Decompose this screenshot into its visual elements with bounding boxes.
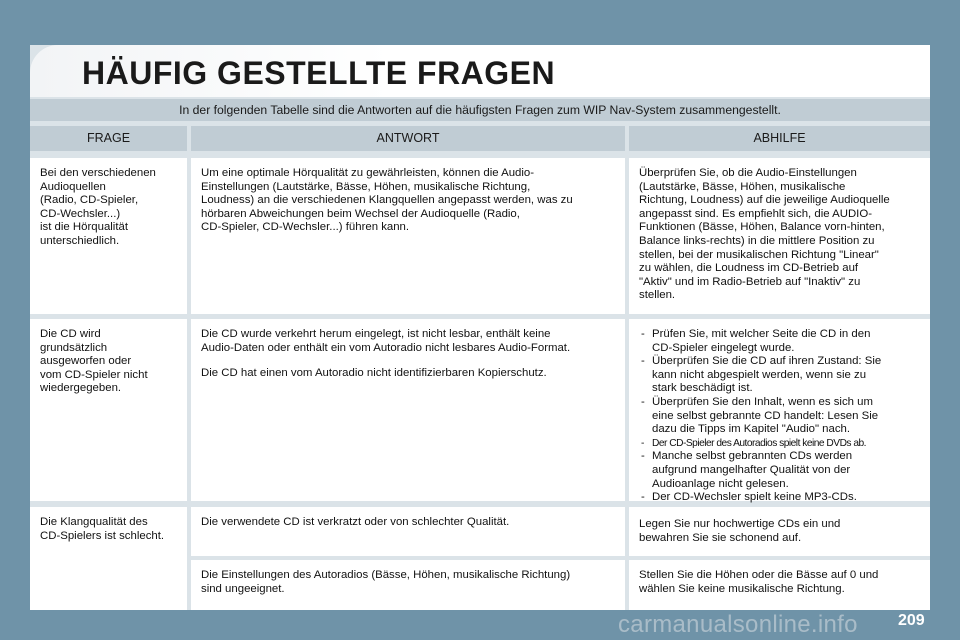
row3-frage-cell [30,507,187,610]
header-abhilfe: ABHILFE [629,126,930,151]
row1-frage-cell [30,158,187,314]
row3b-antwort: Die Einstellungen des Autoradios (Bässe, Höhen, musikalische Richtung) sind ungeeignet. [201,569,571,595]
header-frage: FRAGE [30,126,187,151]
row2-frage: Die CD wird grundsätzlich ausgeworfen oder vom CD-Spieler nicht wiedergegeben. [40,328,148,395]
intro-text: In der folgenden Tabelle sind die Antworten auf die häufigsten Fragen zum WIP Nav-System zusammengestellt. [30,99,930,121]
row3-frage: Die Klangqualität des CD-Spielers ist schlecht. [40,516,165,542]
row1-antwort-cell [191,158,625,314]
watermark: carmanualsonline.info [618,611,858,638]
row1-abhilfe: Überprüfen Sie, ob die Audio-Einstellungen (Lautstärke, Bässe, Höhen, musikalische Richtung, Loudness) auf die jeweilige Audioquelle angepasst sind. Es empfiehlt sich, die AUDIO- Funktionen (Bässe, Höhen, Balance vorn-hinten, Balance links-rechts) in die mittlere Position zu stellen, bei der musikalischen Richtung "Linear" zu wählen, die Loudness im CD-Betrieb auf "Aktiv" und im Radio-Betrieb auf "Inaktiv" zu stellen. [639,167,890,302]
list-item: - Der CD-Spieler des Autoradios spielt keine DVDs ab. [639,437,921,451]
row2-antwort-paragraph-1: Die CD wurde verkehrt herum eingelegt, ist nicht lesbar, enthält keine Audio-Daten oder enthält ein vom Autoradio nicht lesbares Audio-Format. [201,328,571,354]
header-antwort: ANTWORT [191,126,625,151]
row3a-abhilfe-cell [629,507,930,556]
row2-abhilfe-list [639,328,921,505]
row3a-antwort: Die verwendete CD ist verkratzt oder von schlechter Qualität. [201,516,510,528]
list-item: - Überprüfen Sie die CD auf ihren Zustand: Sie kann nicht abgespielt werden, wenn sie zu stark beschädigt ist. [639,355,921,396]
row3a-antwort-cell [191,507,625,556]
row1-frage: Bei den verschiedenen Audioquellen (Radio, CD-Spieler, CD-Wechsler...) ist die Hörqualität unterschiedlich. [40,167,156,247]
row3a-abhilfe: Legen Sie nur hochwertige CDs ein und bewahren Sie sie schonend auf. [639,518,841,544]
row2-antwort-paragraph-2: Die CD hat einen vom Autoradio nicht identifizierbaren Kopierschutz. [201,367,547,380]
row1-antwort: Um eine optimale Hörqualität zu gewährleisten, können die Audio- Einstellungen (Lautstärke, Bässe, Höhen, musikalische Richtung, Loudness) an die verschiedenen Klangquellen angepasst werden, was zu hörbaren Abweichungen beim Wechsel der Audioquelle (Radio, CD-Spieler, CD-Wechsler...) führen kann. [201,167,573,234]
row3b-antwort-cell [191,560,625,610]
list-item: - Prüfen Sie, mit welcher Seite die CD in den CD-Spieler eingelegt wurde. [639,328,921,355]
list-item: - Der CD-Wechsler spielt keine MP3-CDs. [639,491,921,505]
row2-antwort-cell [191,319,625,501]
row2-frage-cell [30,319,187,501]
list-item: - Manche selbst gebrannten CDs werden aufgrund mangelhafter Qualität von der Audioanlage nicht gelesen. [639,450,921,491]
row3b-abhilfe-cell [629,560,930,610]
row2-abhilfe-cell [629,319,930,504]
row3b-abhilfe: Stellen Sie die Höhen oder die Bässe auf 0 und wählen Sie keine musikalische Richtung. [639,569,879,595]
page-title: HÄUFIG GESTELLTE FRAGEN [82,55,556,91]
list-item: - Überprüfen Sie den Inhalt, wenn es sich um eine selbst gebrannte CD handelt: Lesen Sie dazu die Tipps im Kapitel "Audio" nach. [639,396,921,437]
page-number: 209 [898,612,925,629]
row1-abhilfe-cell [629,158,930,314]
